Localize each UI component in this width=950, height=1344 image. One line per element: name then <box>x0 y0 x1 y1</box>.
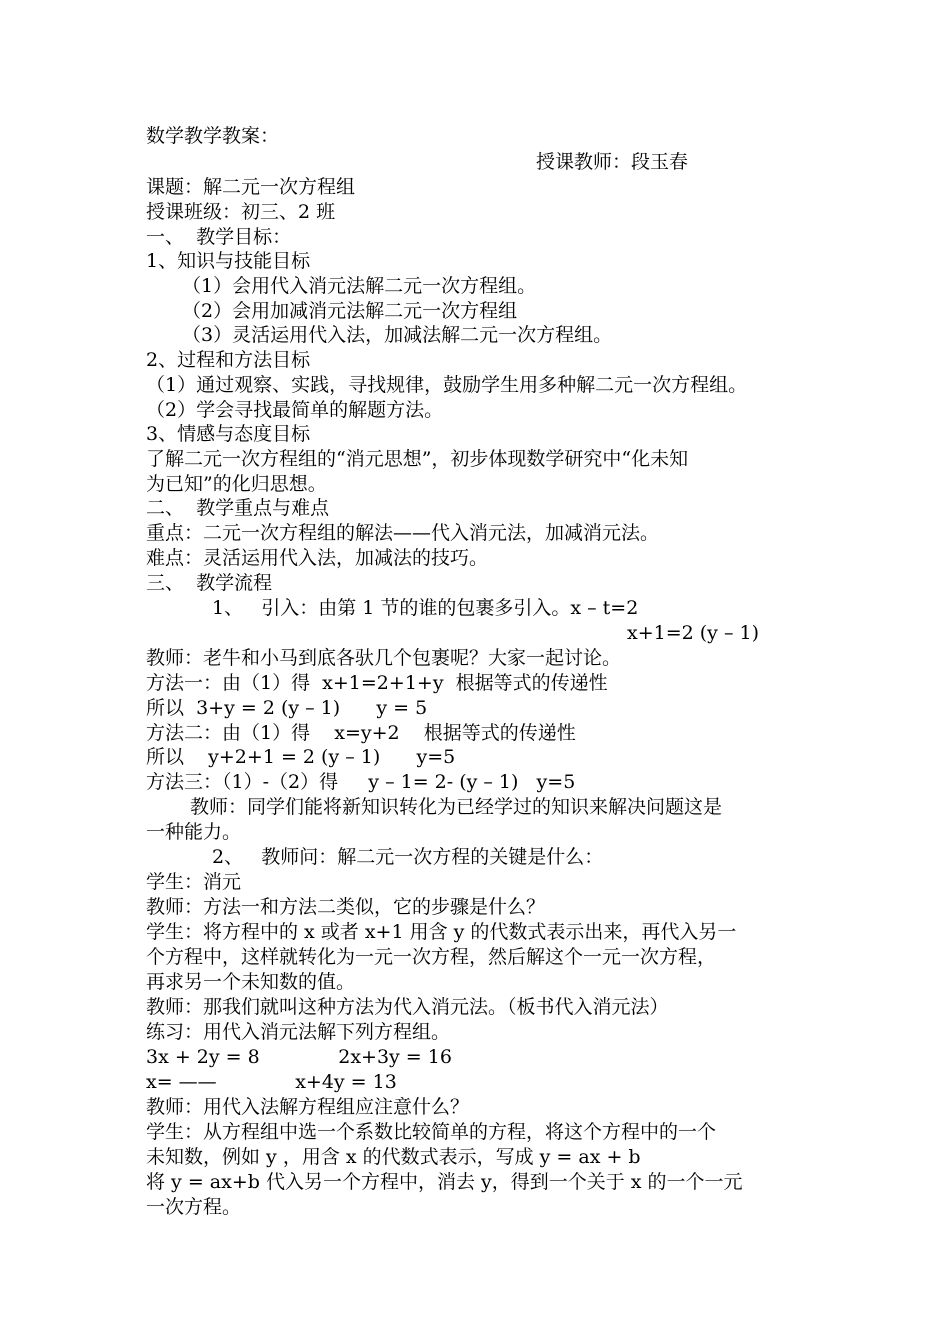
student-answer-2-line-2: 个方程中，这样就转化为一元一次方程，然后解这个一元一次方程， <box>146 946 717 968</box>
teacher-question-3: 教师：用代入法解方程组应注意什么？ <box>146 1096 470 1118</box>
teacher-name: 授课教师：段玉春 <box>536 151 689 173</box>
goal-1-item-3: （3）灵活运用代入法，加减法解二元一次方程组。 <box>182 324 613 346</box>
exercise-prompt: 练习：用代入消元法解下列方程组。 <box>146 1021 451 1043</box>
step-2-question: 2、 教师问：解二元一次方程的关键是什么： <box>212 846 604 868</box>
teacher-comment-line-2: 一种能力。 <box>146 821 242 843</box>
student-answer-2-line-3: 再求另一个未知数的值。 <box>146 971 356 993</box>
student-answer-1: 学生：消元 <box>146 871 242 893</box>
goal-2-title: 2、过程和方法目标 <box>146 349 311 371</box>
lesson-topic: 课题：解二元一次方程组 <box>146 176 356 198</box>
teacher-question-2: 教师：方法一和方法二类似，它的步骤是什么？ <box>146 896 546 918</box>
goal-2-item-2: （2）学会寻找最简单的解题方法。 <box>146 399 444 421</box>
student-answer-2-line-1: 学生：将方程中的 x 或者 x+1 用含 y 的代数式表示出来，再代入另一 <box>146 921 737 943</box>
student-answer-3-line-3: 将 y = ax+b 代入另一个方程中，消去 y，得到一个关于 x 的一个一元 <box>146 1171 743 1193</box>
teacher-method-naming: 教师：那我们就叫这种方法为代入消元法。（板书代入消元法） <box>146 996 669 1018</box>
step-1-equation-2: x+1=2 (y – 1) <box>627 622 759 644</box>
method-2-line-2: 所以 y+2+1 = 2 (y – 1) y=5 <box>146 746 456 768</box>
student-answer-3-line-1: 学生：从方程组中选一个系数比较简单的方程，将这个方程中的一个 <box>146 1121 717 1143</box>
section-1-title: 一、 教学目标： <box>146 226 292 248</box>
goal-1-item-2: （2）会用加减消元法解二元一次方程组 <box>182 300 518 322</box>
class-info: 授课班级：初三、2 班 <box>146 201 336 223</box>
document-heading: 数学教学教案： <box>146 125 280 147</box>
section-3-title: 三、 教学流程 <box>146 572 273 594</box>
teacher-question-1: 教师：老牛和小马到底各驮几个包裹呢？大家一起讨论。 <box>146 647 622 669</box>
method-2-line-1: 方法二：由（1）得 x=y+2 根据等式的传递性 <box>146 722 576 744</box>
method-3: 方法三：（1）-（2）得 y – 1= 2- (y – 1) y=5 <box>146 771 576 793</box>
difficulty-point: 难点：灵活运用代入法，加减法的技巧。 <box>146 547 489 569</box>
goal-3-text-line-1: 了解二元一次方程组的“消元思想”，初步体现数学研究中“化未知 <box>146 448 689 470</box>
exercise-row-2: x= —— x+4y = 13 <box>146 1071 397 1093</box>
goal-1-item-1: （1）会用代入消元法解二元一次方程组。 <box>182 275 537 297</box>
goal-1-title: 1、知识与技能目标 <box>146 250 311 272</box>
teacher-comment-line-1: 教师：同学们能将新知识转化为已经学过的知识来解决问题这是 <box>190 796 723 818</box>
goal-2-item-1: （1）通过观察、实践，寻找规律，鼓励学生用多种解二元一次方程组。 <box>146 374 748 396</box>
key-point: 重点：二元一次方程组的解法——代入消元法，加减消元法。 <box>146 522 660 544</box>
section-2-title: 二、 教学重点与难点 <box>146 497 330 519</box>
method-1-line-1: 方法一：由（1）得 x+1=2+1+y 根据等式的传递性 <box>146 672 608 694</box>
method-1-line-2: 所以 3+y = 2 (y – 1) y = 5 <box>146 697 428 719</box>
student-answer-3-line-2: 未知数，例如 y ，用含 x 的代数式表示，写成 y = ax + b <box>146 1146 641 1168</box>
step-1-intro: 1、 引入：由第 1 节的谁的包裹多引入。x – t=2 <box>212 597 639 619</box>
exercise-row-1: 3x + 2y = 8 2x+3y = 16 <box>146 1046 452 1068</box>
goal-3-text-line-2: 为已知”的化归思想。 <box>146 473 327 495</box>
goal-3-title: 3、情感与态度目标 <box>146 423 311 445</box>
student-answer-3-line-4: 一次方程。 <box>146 1196 242 1218</box>
